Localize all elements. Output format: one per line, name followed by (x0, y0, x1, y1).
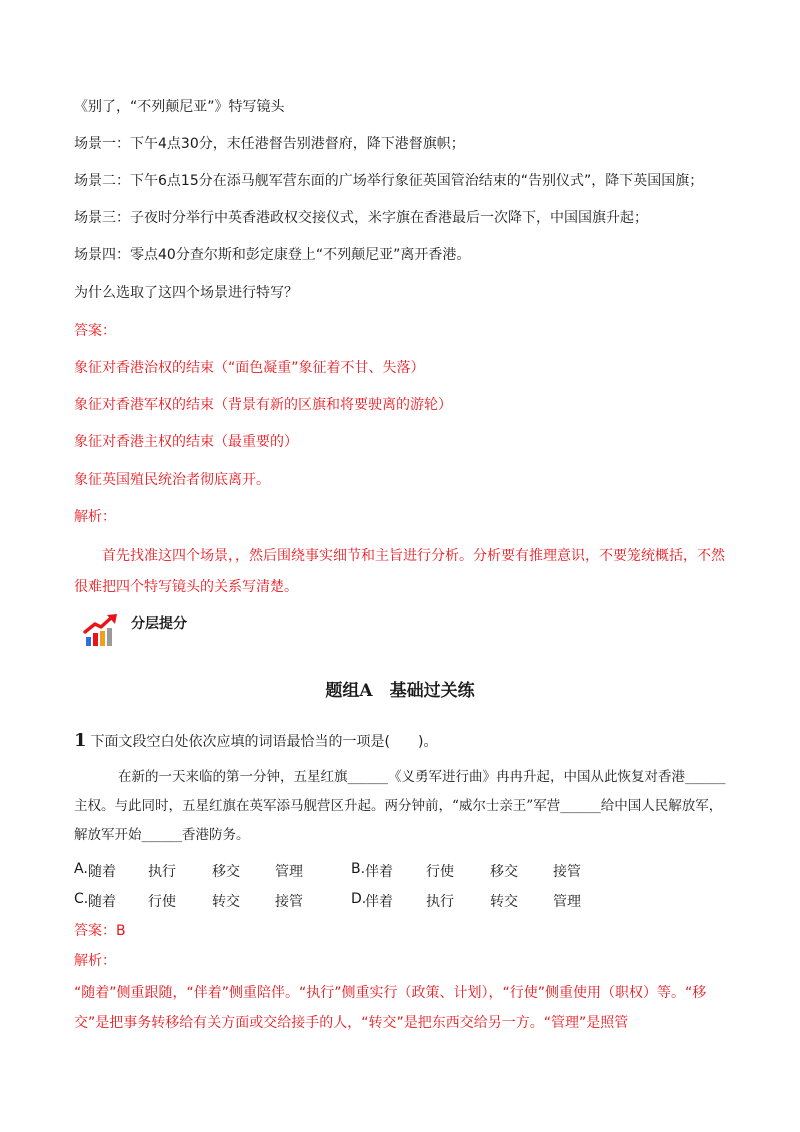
rising-chart-icon (83, 612, 119, 648)
option-a-word-3: 移交 (212, 864, 240, 880)
answer-1: 象征对香港治权的结束（“面色凝重”象征着不甘、失落） (74, 360, 425, 376)
answer-3: 象征对香港主权的结束（最重要的） (74, 434, 298, 450)
option-d-word-4: 管理 (553, 894, 581, 910)
answer-2: 象征对香港军权的结束（背景有新的区旗和将要驶离的游轮） (74, 397, 452, 413)
option-b-word-3: 移交 (490, 864, 518, 880)
option-a-label: A. (74, 861, 88, 877)
passage-question: 为什么选取了这四个场景进行特写？ (74, 285, 298, 301)
question-number: 1 (74, 730, 87, 751)
option-d-word-2: 执行 (426, 894, 454, 910)
option-d-word-3: 转交 (490, 894, 518, 910)
option-b-word-4: 接管 (553, 864, 581, 880)
logo-bar-1 (86, 637, 91, 646)
question-stem-text: 下面文段空白处依次应填的词语最恰当的一项是( )。 (90, 734, 438, 750)
option-d-word-1: 伴着 (365, 894, 393, 910)
question-1-analysis: “随着”侧重跟随，“伴着”侧重陪伴。“执行”侧重实行（政策、计划），“行使”侧重使用（职权）等。“移交”是把事务转移给有关方面或交给接手的人，“转交”是把东西交给另一方。“管理”是照管 (74, 985, 707, 1031)
question-1-passage: 在新的一天来临的第一分钟，五星红旗______《义勇军进行曲》冉冉升起，中国从此恢复对香港______主权。与此同时，五星红旗在英军添马舰营区升起。两分钟前，“威尔士亲王”军营______给中国人民解放军，解放军开始______香港防务。 (74, 769, 726, 843)
scene-4: 场景四：零点40分查尔斯和彭定康登上“不列颠尼亚”离开香港。 (74, 247, 471, 263)
option-b-word-2: 行使 (426, 864, 454, 880)
option-c-word-3: 转交 (212, 894, 240, 910)
question-1-analysis-label: 解析： (74, 953, 116, 969)
passage-title: 《别了，“不列颠尼亚”》特写镜头 (74, 99, 285, 115)
group-title: 题组A 基础过关练 (325, 681, 475, 701)
option-a-word-4: 管理 (275, 864, 303, 880)
question-1-stem (74, 729, 437, 754)
option-c-word-2: 行使 (148, 894, 176, 910)
option-a-word-1: 随着 (88, 864, 116, 880)
scene-3: 场景三：子夜时分举行中英香港政权交接仪式，米字旗在香港最后一次降下，中国国旗升起； (74, 210, 648, 226)
option-c-label: C. (74, 891, 89, 907)
analysis-text: 首先找准这四个场景，，然后围绕事实细节和主旨进行分析。分析要有推理意识，不要笼统概括，不然很难把四个特写镜头的关系写清楚。 (74, 548, 725, 595)
option-c-word-4: 接管 (275, 894, 303, 910)
logo-bar-3 (100, 631, 105, 646)
option-b-word-1: 伴着 (365, 864, 393, 880)
answer-4: 象征英国殖民统治者彻底离开。 (74, 472, 270, 488)
logo-bar-4 (107, 628, 112, 646)
option-b-label: B. (351, 861, 366, 877)
scene-2: 场景二：下午6点15分在添马舰军营东面的广场举行象征英国管治结束的“告别仪式”，降下英国国旗； (74, 173, 704, 189)
answer-label: 答案： (74, 323, 116, 339)
question-1-answer: 答案：B (74, 923, 126, 939)
option-d-label: D. (351, 891, 367, 907)
scene-1: 场景一：下午4点30分，末任港督告别港督府，降下港督旗帜； (74, 136, 465, 152)
option-c-word-1: 随着 (88, 894, 116, 910)
section-label: 分层提分 (131, 616, 187, 632)
option-a-word-2: 执行 (148, 864, 176, 880)
analysis-label: 解析： (74, 509, 116, 525)
logo-bar-2 (93, 633, 98, 646)
